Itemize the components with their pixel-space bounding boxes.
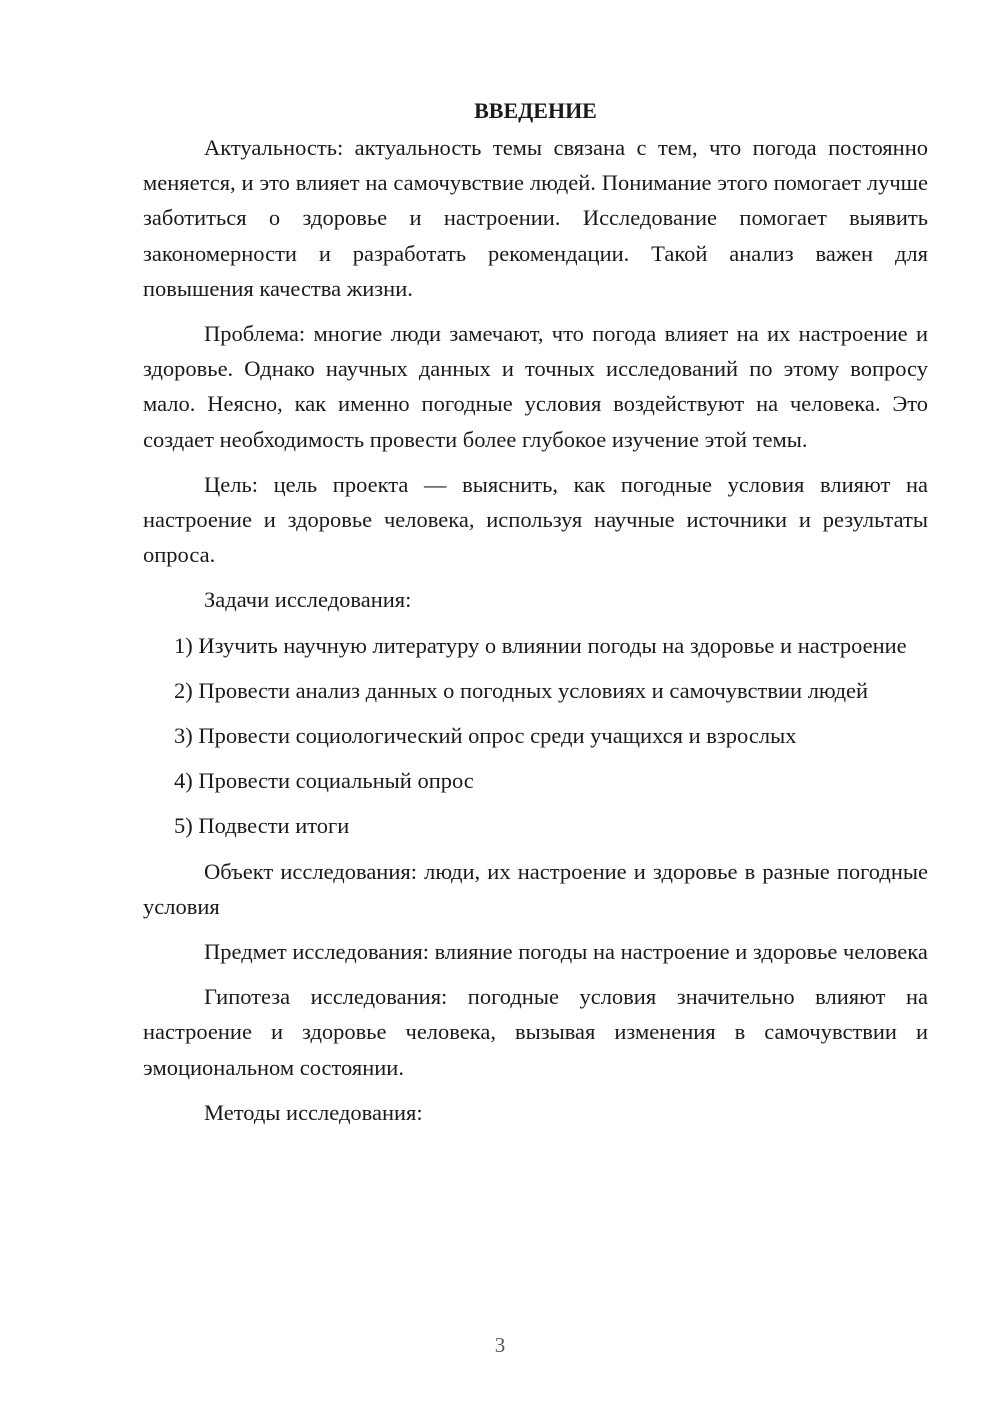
task-item: 3) Провести социологический опрос среди учащихся и взрослых bbox=[174, 723, 797, 749]
task-item: 1) Изучить научную литературу о влиянии погоды на здоровье и настроение bbox=[174, 632, 907, 658]
hypothesis-paragraph: Гипотеза исследования: погодные условия значительно влияют на настроение и здоровье человека, вызывая изменения в самочувствии и эмоциональном состоянии. bbox=[143, 984, 928, 1080]
tasks-heading: Задачи исследования: bbox=[204, 587, 412, 613]
subject-paragraph: Предмет исследования: влияние погоды на настроение и здоровье человека bbox=[204, 939, 928, 965]
page-number: 3 bbox=[494, 1333, 506, 1357]
object-paragraph: Объект исследования: люди, их настроение и здоровье в разные погодные условия bbox=[143, 858, 928, 919]
problem-paragraph: Проблема: многие люди замечают, что погода влияет на их настроение и здоровье. Однако научных данных и точных исследований по этому вопросу мало. Неясно, как именно погодные условия воздействуют на человека. Это создает необходимость провести более глубокое изучение этой темы. bbox=[143, 321, 928, 452]
methods-heading: Методы исследования: bbox=[204, 1099, 423, 1125]
section-title: ВВЕДЕНИЕ bbox=[474, 98, 597, 123]
goal-paragraph: Цель: цель проекта — выяснить, как погодные условия влияют на настроение и здоровье человека, используя научные источники и результаты опроса. bbox=[143, 471, 928, 568]
task-item: 4) Провести социальный опрос bbox=[174, 768, 474, 794]
document-page bbox=[143, 93, 928, 1140]
relevance-paragraph: Актуальность: актуальность темы связана с тем, что погода постоянно меняется, и это влияет на самочувствие людей. Понимание этого помогает лучше заботиться о здоровье и настроении. Исследование помогает выявить закономерности и разработать рекомендации. Такой анализ важен для повышения качества жизни. bbox=[143, 135, 928, 301]
task-item: 5) Подвести итоги bbox=[174, 813, 350, 839]
task-item: 2) Провести анализ данных о погодных условиях и самочувствии людей bbox=[174, 677, 869, 703]
